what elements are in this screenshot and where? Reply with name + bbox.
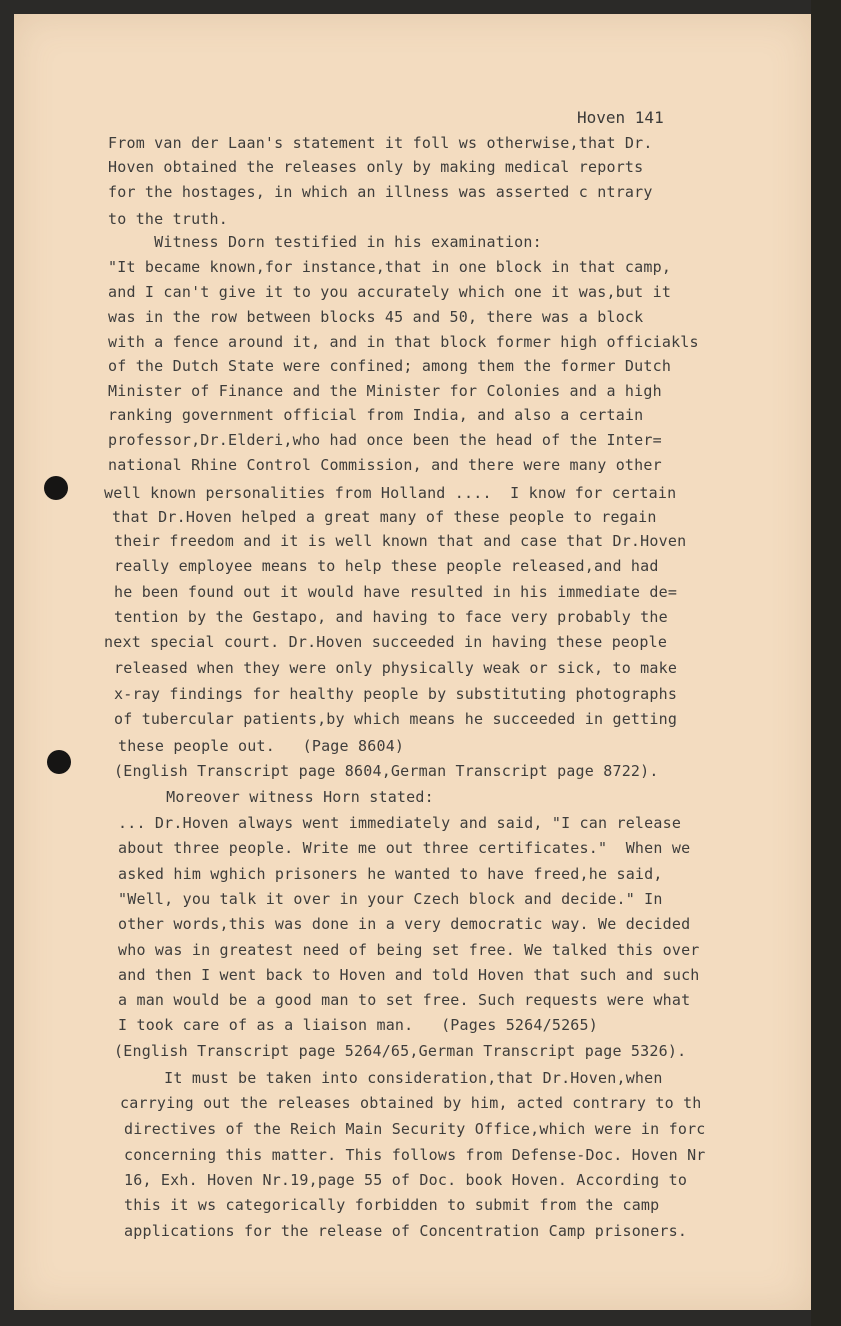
text-line: he been found out it would have resulted in his immediate de= xyxy=(114,583,678,601)
text-line: ranking government official from India, and also a certain xyxy=(108,406,644,424)
text-line: a man would be a good man to set free. Such requests were what xyxy=(118,991,691,1009)
text-line: concerning this matter. This follows from Defense-Doc. Hoven Nr xyxy=(124,1146,706,1164)
text-line: national Rhine Control Commission, and there were many other xyxy=(108,456,662,474)
page-number: Hoven 141 xyxy=(577,108,664,127)
text-line: 16, Exh. Hoven Nr.19,page 55 of Doc. book Hoven. According to xyxy=(124,1171,688,1189)
text-line: this it ws categorically forbidden to submit from the camp xyxy=(124,1196,660,1214)
text-line: of the Dutch State were confined; among them the former Dutch xyxy=(108,357,672,375)
text-line: of tubercular patients,by which means he succeeded in getting xyxy=(114,710,678,728)
text-line: Witness Dorn testified in his examination: xyxy=(108,233,542,251)
text-line: next special court. Dr.Hoven succeeded in having these people xyxy=(104,633,668,651)
text-line: (English Transcript page 8604,German Transcript page 8722). xyxy=(114,762,659,780)
text-line: "Well, you talk it over in your Czech block and decide." In xyxy=(118,890,663,908)
text-line: Minister of Finance and the Minister for Colonies and a high xyxy=(108,382,662,400)
text-line: really employee means to help these people released,and had xyxy=(114,557,659,575)
text-line: It must be taken into consideration,that Dr.Hoven,when xyxy=(118,1069,663,1087)
text-line: x-ray findings for healthy people by substituting photographs xyxy=(114,685,678,703)
text-line: to the truth. xyxy=(108,210,228,228)
text-line: who was in greatest need of being set free. We talked this over xyxy=(118,941,700,959)
text-line: directives of the Reich Main Security Office,which were in forc xyxy=(124,1120,706,1138)
text-line: well known personalities from Holland .... I know for certain xyxy=(104,484,677,502)
text-line: and then I went back to Hoven and told Hoven that such and such xyxy=(118,966,700,984)
text-line: tention by the Gestapo, and having to face very probably the xyxy=(114,608,668,626)
text-line: released when they were only physically weak or sick, to make xyxy=(114,659,678,677)
text-line: for the hostages, in which an illness was asserted c ntrary xyxy=(108,183,653,201)
text-line: these people out. (Page 8604) xyxy=(118,737,405,755)
text-line: applications for the release of Concentration Camp prisoners. xyxy=(124,1222,688,1240)
text-line: From van der Laan's statement it foll ws otherwise,that Dr. xyxy=(108,134,653,152)
text-line: other words,this was done in a very democratic way. We decided xyxy=(118,915,691,933)
text-line: with a fence around it, and in that block former high officiakls xyxy=(108,333,699,351)
text-line: carrying out the releases obtained by him, acted contrary to th xyxy=(120,1094,702,1112)
text-line: and I can't give it to you accurately which one it was,but it xyxy=(108,283,672,301)
text-line: that Dr.Hoven helped a great many of these people to regain xyxy=(112,508,657,526)
text-line: ... Dr.Hoven always went immediately and said, "I can release xyxy=(118,814,682,832)
text-line: I took care of as a liaison man. (Pages 5264/5265) xyxy=(118,1016,598,1034)
text-line: professor,Dr.Elderi,who had once been the head of the Inter= xyxy=(108,431,662,449)
text-line: Moreover witness Horn stated: xyxy=(120,788,434,806)
text-line: "It became known,for instance,that in one block in that camp, xyxy=(108,258,672,276)
text-line: about three people. Write me out three certificates." When we xyxy=(118,839,691,857)
text-line: was in the row between blocks 45 and 50, there was a block xyxy=(108,308,644,326)
text-line: (English Transcript page 5264/65,German Transcript page 5326). xyxy=(114,1042,687,1060)
text-line: asked him wghich prisoners he wanted to have freed,he said, xyxy=(118,865,663,883)
text-line: Hoven obtained the releases only by making medical reports xyxy=(108,158,644,176)
text-line: their freedom and it is well known that and case that Dr.Hoven xyxy=(114,532,687,550)
